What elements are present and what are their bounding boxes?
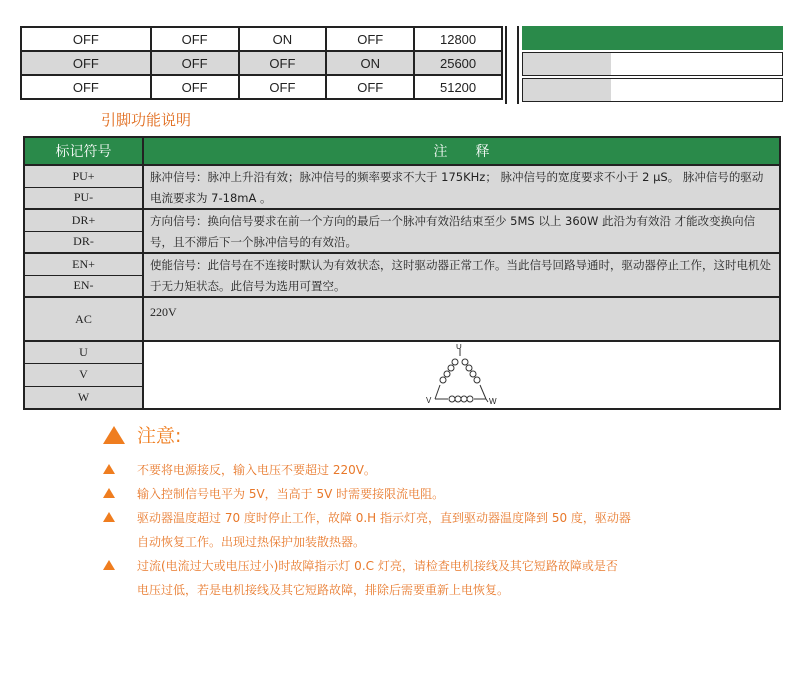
phase-w-label: W [489, 397, 497, 406]
table-cell: 51200 [414, 75, 502, 99]
header-symbol: 标记符号 [25, 138, 144, 164]
ac-power-row [25, 296, 779, 340]
direction-signal-row [25, 208, 779, 252]
pin-description: 使能信号：此信号在不连接时默认为有效状态，这时驱动器正常工作。当此信号回路导通时，驱动器停止工作，这时电机处于无力矩状态。此信号为选用可置空。 [144, 254, 779, 296]
pin-label: AC [25, 298, 142, 340]
table-cell: OFF [239, 75, 327, 99]
pin-label: U [25, 342, 142, 363]
warning-icon [103, 512, 115, 522]
right-table-header [522, 26, 783, 50]
table-row [21, 51, 502, 75]
pin-label: EN+ [25, 254, 142, 275]
divider [505, 26, 507, 104]
pin-label: PU+ [25, 166, 142, 187]
table-header [25, 138, 779, 164]
table-cell: OFF [151, 51, 239, 75]
notes-title: 注意: [137, 425, 182, 447]
pin-function-table [23, 136, 781, 410]
note-text: 输入控制信号电平为 5V，当高于 5V 时需要接限流电阻。 [137, 487, 445, 501]
dip-switch-table [20, 26, 503, 100]
table-cell: OFF [151, 27, 239, 51]
pin-label: EN- [25, 275, 142, 297]
notes-list [103, 458, 743, 602]
motor-winding-diagram [424, 344, 514, 406]
table-row [21, 27, 502, 51]
table-row [21, 75, 502, 99]
list-item [103, 482, 743, 506]
list-item [103, 554, 743, 602]
table-cell: 25600 [414, 51, 502, 75]
note-text: 过流(电流过大或电压过小)时故障指示灯 0.C 灯亮，请检查电机接线及其它短路故障或是否 电压过低，若是电机接线及其它短路故障，排除后需要重新上电恢复。 [137, 559, 618, 597]
warning-icon [103, 464, 115, 474]
header-notes: 注释 [433, 144, 518, 160]
warning-icon [103, 560, 115, 570]
phase-u-label: U [456, 344, 462, 351]
right-table-row [522, 78, 783, 102]
motor-phase-row [25, 340, 779, 408]
right-table-row [522, 52, 783, 76]
table-cell: ON [239, 27, 327, 51]
pin-description: 方向信号：换向信号要求在前一个方向的最后一个脉冲有效沿结束至少 5MS 以上 360W 此沿为有效沿 才能改变换向信号，且不滞后下一个脉冲信号的有效沿。 [144, 210, 779, 252]
list-item [103, 506, 743, 554]
phase-v-label: V [426, 396, 432, 405]
note-text: 不要将电源接反，输入电压不要超过 220V。 [137, 463, 376, 477]
pin-label: DR- [25, 231, 142, 253]
section-title: 引脚功能说明 [101, 111, 192, 129]
pin-label: DR+ [25, 210, 142, 231]
notes-heading [103, 421, 181, 448]
table-cell: 12800 [414, 27, 502, 51]
table-cell: OFF [326, 75, 414, 99]
pin-description: 220V [144, 298, 779, 340]
enable-signal-row [25, 252, 779, 296]
divider [517, 26, 519, 104]
table-cell: OFF [239, 51, 327, 75]
table-cell: OFF [21, 27, 151, 51]
table-cell: OFF [21, 75, 151, 99]
warning-icon [103, 426, 125, 444]
table-cell: OFF [326, 27, 414, 51]
pin-label: V [25, 363, 142, 385]
table-cell: ON [326, 51, 414, 75]
pin-label: PU- [25, 187, 142, 209]
pin-description: 脉冲信号：脉冲上升沿有效；脉冲信号的频率要求不大于 175KHz； 脉冲信号的宽度要求不小于 2 μS。 脉冲信号的驱动电流要求为 7-18mA 。 [144, 166, 779, 208]
table-cell: OFF [21, 51, 151, 75]
motor-diagram-cell [144, 342, 779, 408]
list-item [103, 458, 743, 482]
table-cell: OFF [151, 75, 239, 99]
note-text: 驱动器温度超过 70 度时停止工作，故障 0.H 指示灯亮，直到驱动器温度降到 50 度，驱动器 自动恢复工作。出现过热保护加装散热器。 [137, 511, 631, 549]
pin-label: W [25, 386, 142, 408]
warning-icon [103, 488, 115, 498]
pulse-signal-row [25, 164, 779, 208]
